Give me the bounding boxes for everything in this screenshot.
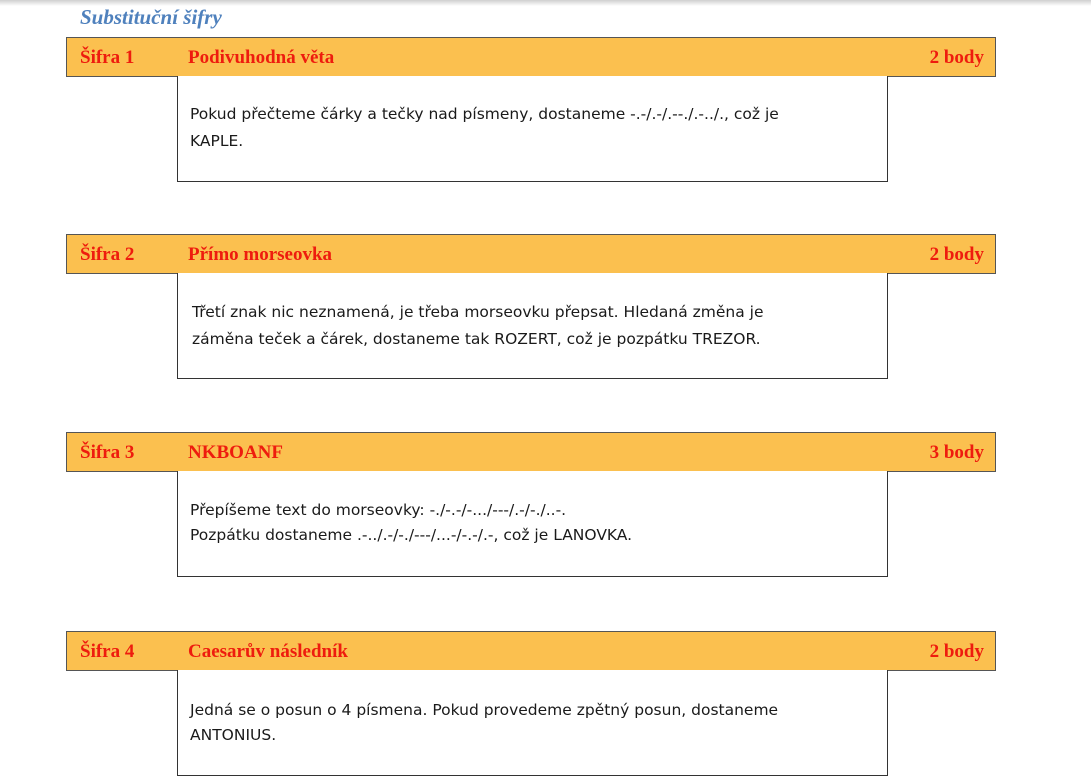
cipher-2-solution: Třetí znak nic neznamená, je třeba morseovku přepsat. Hledaná změna je záměna teček a čárek, dostaneme tak ROZERT, což je pozpátku TREZOR. (192, 303, 764, 348)
cipher-2-name: Přímo morseovka (188, 244, 333, 265)
cipher-1-name: Podivuhodná věta (188, 47, 335, 68)
cipher-3-points: 3 body (929, 442, 984, 463)
cipher-3-header (66, 432, 996, 472)
cipher-2-solution-box (177, 273, 888, 379)
cipher-4-solution: Jedná se o posun o 4 písmena. Pokud provedeme zpětný posun, dostaneme ANTONIUS. (190, 701, 779, 744)
cipher-1-header (66, 37, 996, 77)
cipher-4-number: Šifra 4 (80, 641, 135, 662)
cipher-4-points: 2 body (929, 641, 984, 662)
section-title: Substituční šifry (80, 5, 222, 29)
cipher-4-solution-box (177, 670, 888, 776)
cipher-1-points: 2 body (929, 47, 984, 68)
cipher-2-number: Šifra 2 (80, 244, 135, 265)
cipher-3-solution-box (177, 471, 888, 577)
cipher-4-header (66, 631, 996, 671)
cipher-3-name: NKBOANF (188, 442, 283, 463)
cipher-1-number: Šifra 1 (80, 47, 135, 68)
cipher-1-solution-box (177, 76, 888, 182)
cipher-4-name: Caesarův následník (188, 641, 348, 662)
cipher-3-number: Šifra 3 (80, 442, 135, 463)
cipher-2-header (66, 234, 996, 274)
cipher-1-solution: Pokud přečteme čárky a tečky nad písmeny, dostaneme -.-/.-/.--./.-../., což je KAPLE. (190, 105, 779, 150)
cipher-3-solution: Přepíšeme text do morseovky: -./-.-/-.../---/.-/-./..-. Pozpátku dostaneme .-../.-/-./---/...-/-.-/.-, což je LANOVKA. (190, 501, 633, 544)
cipher-2-points: 2 body (929, 244, 984, 265)
